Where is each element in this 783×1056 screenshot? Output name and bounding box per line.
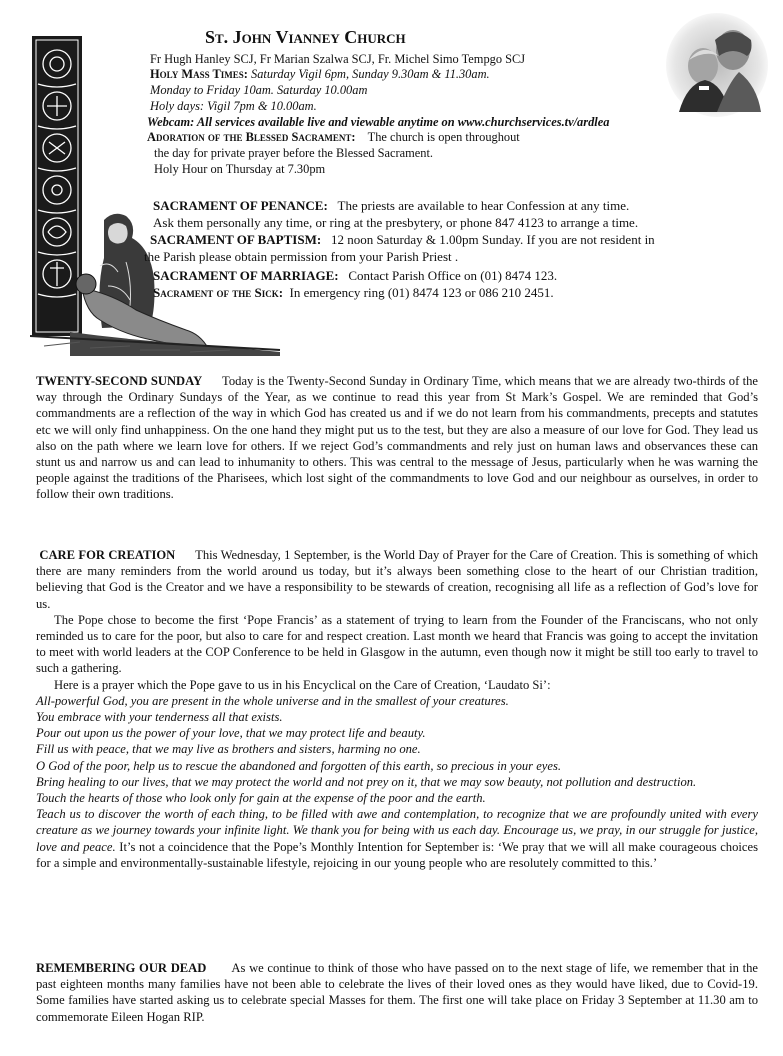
founder-portrait-image <box>665 12 769 118</box>
prayer-line: O God of the poor, help us to rescue the abandoned and forgotten of this earth, so precious in your eyes. <box>36 758 562 773</box>
baptism-text-2: the Parish please obtain permission from your Parish Priest . <box>144 249 459 264</box>
prayer-line: Bring healing to our lives, that we may protect the world and not prey on it, that we may sow beauty, not pollution and destruction. <box>36 774 697 789</box>
prayer-final: Teach us to discover the worth of each thing, to be filled with awe and contemplation, to recognize that we are profoundly united with every creature as we journey towards your infinite light. We thank you for being with us each day. Encourage us, we pray, in our struggle for justice, love and peace. <box>36 807 758 854</box>
sick-text: In emergency ring (01) 8474 123 or 086 210 2451. <box>289 285 554 300</box>
penance-text-1: The priests are available to hear Confession at any time. <box>337 198 630 213</box>
sunday-section <box>36 373 758 503</box>
prayer-line: Touch the hearts of those who look only for gain at the expense of the poor and the earth. <box>36 791 486 806</box>
adoration-text-1: The church is open throughout <box>367 130 520 144</box>
priests-line: Fr Hugh Hanley SCJ, Fr Marian Szalwa SCJ, Fr. Michel Simo Tempgo SCJ <box>150 52 526 66</box>
mass-times-label: Holy Mass Times: <box>150 67 248 81</box>
holy-hour-line: Holy Hour on Thursday at 7.30pm <box>154 162 326 176</box>
adoration-line <box>147 130 520 145</box>
mass-times-weekend: Saturday Vigil 6pm, Sunday 9.30am & 11.30am. <box>251 67 490 81</box>
penance-label: SACRAMENT OF PENANCE: <box>153 198 328 213</box>
monthly-intention: It’s not a coincidence that the Pope’s Monthly Intention for September is: ‘We pray that we will all make courageous choices for a simple and environmentally-sustainable lifestyle, rejoicing in our young people who are resolutely committed to this.’ <box>36 839 758 870</box>
creation-paragraph-3: Here is a prayer which the Pope gave to us in his Encyclical on the Care of Creation, ‘Laudato Si’: <box>54 677 551 692</box>
holy-days-line: Holy days: Vigil 7pm & 10.00am. <box>150 99 317 113</box>
penance-text-2: Ask them personally any time, or ring at the presbytery, or phone 847 4123 to arrange a time. <box>153 215 639 230</box>
baptism-label: SACRAMENT OF BAPTISM: <box>150 232 322 247</box>
remembering-text: As we continue to think of those who have passed on to the next stage of life, we remember that in the past eighteen months many families have not been able to celebrate the lives of their loved ones as they would have liked, due to Covid-19. Some families have started asking us to celebrate special Masses for them. The first one will take place on Friday 3 September at 11.30 am to commemorate Eileen Hogan RIP. <box>36 961 758 1024</box>
mass-times-weekday: Monday to Friday 10am. Saturday 10.00am <box>150 83 368 97</box>
penance-line <box>153 197 629 214</box>
sick-label: Sacrament of the Sick: <box>153 285 284 300</box>
prayer-line: Fill us with peace, that we may live as brothers and sisters, harming no one. <box>36 742 421 757</box>
marriage-label: SACRAMENT OF MARRIAGE: <box>153 268 339 283</box>
remembering-heading: REMEMBERING OUR DEAD <box>36 961 207 975</box>
sunday-text: Today is the Twenty-Second Sunday in Ordinary Time, which means that we are already two-thirds of the way through the Ordinary Sundays of the Year, as we continue to read this year from St Mark’s Gospel. We are reminded that God’s commandments are a reflection of the way in which God has created us and if we do not learn from his commandments, precepts and statutes etc we will only find unhappiness. On the one hand they might put us to the test, but they are also a measure of our love for God. They lead us also on the path where we learn love for others. If we reject God’s commandments and rely just on human laws and observances these can stunt us and narrow us and can lead to inhumanity to others. This was central to the message of Jesus, particularly when he was warning the people against the traditions of the Pharisees, which lost sight of the commandments to love God and our neighbour as ourselves, in order to follow their own traditions. <box>36 374 758 502</box>
webcam-line: Webcam: All services available live and viewable anytime on www.churchservices.tv/ardlea <box>147 115 610 129</box>
church-title: St. John Vianney Church <box>205 27 406 47</box>
creation-heading: CARE FOR CREATION <box>39 548 176 562</box>
adoration-label: Adoration of the Blessed Sacrament: <box>147 130 356 144</box>
adoration-text-2: the day for private prayer before the Blessed Sacrament. <box>154 146 434 160</box>
prayer-line: You embrace with your tenderness all that exists. <box>36 710 283 725</box>
baptism-text-1: 12 noon Saturday & 1.00pm Sunday. If you are not resident in <box>330 232 655 247</box>
creation-paragraph-1: This Wednesday, 1 September, is the World Day of Prayer for the Care of Creation. This is something of which there are many reminders from the world around us today, but it’s always been something close to the heart of our Christian tradition, believing that God is the Creator and we have a responsibility to be stewards of creation, recognising all life as a reflection of God’s love for us. <box>36 548 758 611</box>
sick-line <box>153 284 554 301</box>
marriage-text: Contact Parish Office on (01) 8474 123. <box>348 268 558 283</box>
marriage-line <box>153 267 557 284</box>
remembering-section <box>36 960 758 1025</box>
mass-times-line <box>150 67 490 82</box>
creation-paragraph-2: The Pope chose to become the first ‘Pope Francis’ as a statement of trying to learn from the Founder of the Franciscans, who not only reminded us to care for the poor, but also to care for and respect creation. Last month we heard that Francis was going to accept the invitation to meet with world leaders at the COP Conference to be held in Glasgow in the autumn, even though now it might be still too early to travel to such a gathering. <box>36 612 758 676</box>
baptism-line <box>150 231 655 248</box>
prayer-line: Pour out upon us the power of your love, that we may protect life and beauty. <box>36 726 426 741</box>
creation-section <box>36 547 758 871</box>
sunday-heading: TWENTY-SECOND SUNDAY <box>36 374 203 388</box>
prayer-line: All-powerful God, you are present in the whole universe and in the smallest of your creatures. <box>36 693 509 708</box>
